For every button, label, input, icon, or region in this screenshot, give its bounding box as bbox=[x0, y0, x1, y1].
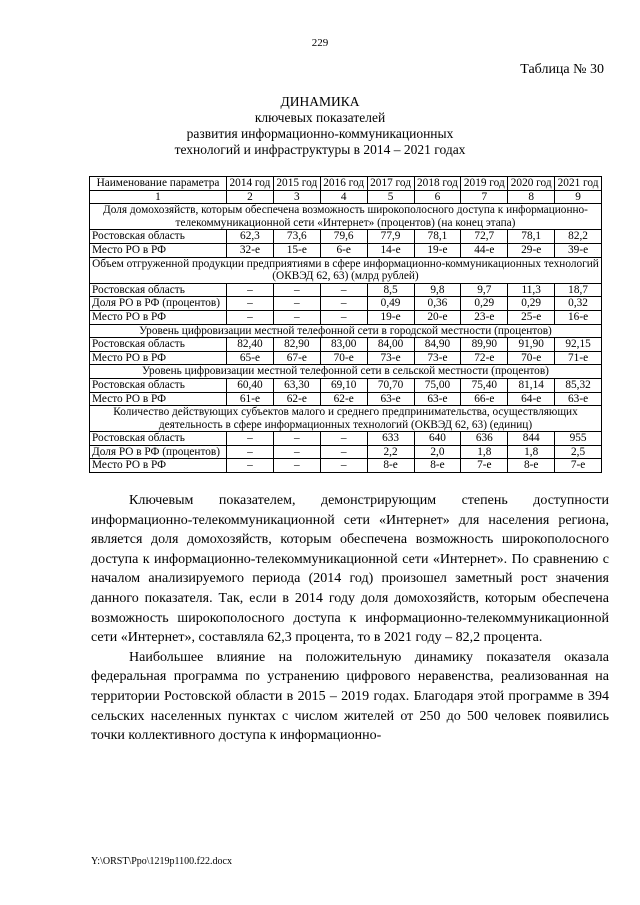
value-cell: 72,7 bbox=[461, 230, 508, 244]
column-number-cell: 5 bbox=[367, 190, 414, 204]
value-cell: 72-е bbox=[461, 351, 508, 365]
value-cell: 63-е bbox=[555, 392, 602, 406]
value-cell: 85,32 bbox=[555, 378, 602, 392]
row-label: Ростовская область bbox=[90, 338, 227, 352]
value-cell: 32-е bbox=[227, 243, 274, 257]
row-label: Доля РО в РФ (процентов) bbox=[90, 297, 227, 311]
value-cell: 82,2 bbox=[555, 230, 602, 244]
value-cell: 61-е bbox=[227, 392, 274, 406]
section-title-row bbox=[90, 406, 602, 432]
value-cell: 0,49 bbox=[367, 297, 414, 311]
value-cell: – bbox=[227, 445, 274, 459]
value-cell: 9,7 bbox=[461, 283, 508, 297]
header-year-cell: 2019 год bbox=[461, 177, 508, 191]
value-cell: 7-е bbox=[461, 459, 508, 473]
value-cell: – bbox=[273, 459, 320, 473]
value-cell: 844 bbox=[508, 432, 555, 446]
page-number: 229 bbox=[311, 37, 329, 49]
value-cell: – bbox=[320, 432, 367, 446]
value-cell: 8,5 bbox=[367, 283, 414, 297]
paragraph: Наибольшее влияние на положительную динамику показателя оказала федеральная программа по устранению цифрового неравенства, реализованная на территории Ростовской области в 2015 – 2019 годах. Благодаря этой программе в 394 сельских населенных пунктах с числом жителей от 250 до 500 человек появились точки коллективного доступа к информационно- bbox=[91, 649, 609, 744]
value-cell: – bbox=[320, 459, 367, 473]
section-title: Уровень цифровизации местной телефонной сети в городской местности (процентов) bbox=[90, 324, 602, 338]
title-line-1: ДИНАМИКА bbox=[280, 94, 360, 109]
value-cell: 7-е bbox=[555, 459, 602, 473]
value-cell: 73-е bbox=[367, 351, 414, 365]
value-cell: 91,90 bbox=[508, 338, 555, 352]
value-cell: 0,32 bbox=[555, 297, 602, 311]
value-cell: 77,9 bbox=[367, 230, 414, 244]
value-cell: 23-е bbox=[461, 310, 508, 324]
value-cell: 89,90 bbox=[461, 338, 508, 352]
column-number-cell: 1 bbox=[90, 190, 227, 204]
value-cell: – bbox=[227, 459, 274, 473]
section-title: Доля домохозяйств, которым обеспечена возможность широкополосного доступа к информационно-телекоммуникационной сети «Интернет» (процентов) (на конец этапа) bbox=[90, 204, 602, 230]
header-year-cell: 2017 год bbox=[367, 177, 414, 191]
title-line-2: ключевых показателей bbox=[254, 110, 386, 125]
value-cell: 9,8 bbox=[414, 283, 461, 297]
value-cell: 63-е bbox=[367, 392, 414, 406]
column-number-cell: 7 bbox=[461, 190, 508, 204]
value-cell: – bbox=[227, 283, 274, 297]
value-cell: 62-е bbox=[273, 392, 320, 406]
value-cell: – bbox=[320, 283, 367, 297]
value-cell: 20-е bbox=[414, 310, 461, 324]
value-cell: 11,3 bbox=[508, 283, 555, 297]
table-row bbox=[90, 230, 602, 244]
table-row bbox=[90, 445, 602, 459]
value-cell: 16-е bbox=[555, 310, 602, 324]
table-row bbox=[90, 392, 602, 406]
row-label: Ростовская область bbox=[90, 432, 227, 446]
value-cell: 81,14 bbox=[508, 378, 555, 392]
row-label: Место РО в РФ bbox=[90, 392, 227, 406]
value-cell: 955 bbox=[555, 432, 602, 446]
value-cell: 640 bbox=[414, 432, 461, 446]
value-cell: 70-е bbox=[320, 351, 367, 365]
table-row bbox=[90, 338, 602, 352]
row-label: Место РО в РФ bbox=[90, 243, 227, 257]
row-label: Ростовская область bbox=[90, 230, 227, 244]
value-cell: 2,0 bbox=[414, 445, 461, 459]
value-cell: 78,1 bbox=[508, 230, 555, 244]
section-title: Объем отгруженной продукции предприятиями в сфере информационно-коммуникационных технологий (ОКВЭД 62, 63) (млрд рублей) bbox=[90, 257, 602, 283]
table-row bbox=[90, 459, 602, 473]
row-label: Место РО в РФ bbox=[90, 459, 227, 473]
value-cell: 73,6 bbox=[273, 230, 320, 244]
header-year-cell: 2021 год bbox=[555, 177, 602, 191]
value-cell: 83,00 bbox=[320, 338, 367, 352]
value-cell: – bbox=[273, 445, 320, 459]
value-cell: 62-е bbox=[320, 392, 367, 406]
file-path-footer: Y:\ORST\Ppo\1219p1100.f22.docx bbox=[91, 856, 232, 867]
table-label: Таблица № 30 bbox=[520, 62, 604, 77]
value-cell: 19-е bbox=[367, 310, 414, 324]
value-cell: 633 bbox=[367, 432, 414, 446]
value-cell: – bbox=[320, 310, 367, 324]
value-cell: – bbox=[273, 283, 320, 297]
table-row bbox=[90, 432, 602, 446]
header-year-cell: 2016 год bbox=[320, 177, 367, 191]
value-cell: 84,90 bbox=[414, 338, 461, 352]
value-cell: 78,1 bbox=[414, 230, 461, 244]
value-cell: 71-е bbox=[555, 351, 602, 365]
value-cell: 2,5 bbox=[555, 445, 602, 459]
value-cell: 19-е bbox=[414, 243, 461, 257]
section-title: Уровень цифровизации местной телефонной сети в сельской местности (процентов) bbox=[90, 365, 602, 379]
column-number-cell: 8 bbox=[508, 190, 555, 204]
value-cell: 8-е bbox=[414, 459, 461, 473]
table-row bbox=[90, 310, 602, 324]
value-cell: 636 bbox=[461, 432, 508, 446]
value-cell: – bbox=[227, 310, 274, 324]
value-cell: 18,7 bbox=[555, 283, 602, 297]
value-cell: 75,40 bbox=[461, 378, 508, 392]
value-cell: 1,8 bbox=[461, 445, 508, 459]
column-number-cell: 3 bbox=[273, 190, 320, 204]
value-cell: 0,29 bbox=[508, 297, 555, 311]
value-cell: 2,2 bbox=[367, 445, 414, 459]
value-cell: 14-е bbox=[367, 243, 414, 257]
value-cell: 65-е bbox=[227, 351, 274, 365]
value-cell: 64-е bbox=[508, 392, 555, 406]
body-text bbox=[91, 491, 609, 746]
value-cell: – bbox=[273, 297, 320, 311]
value-cell: 62,3 bbox=[227, 230, 274, 244]
row-label: Место РО в РФ bbox=[90, 351, 227, 365]
column-number-cell: 6 bbox=[414, 190, 461, 204]
value-cell: 15-е bbox=[273, 243, 320, 257]
table-row bbox=[90, 283, 602, 297]
value-cell: 70-е bbox=[508, 351, 555, 365]
section-title-row bbox=[90, 257, 602, 283]
indicators-table bbox=[89, 176, 602, 473]
header-year-cell: 2020 год bbox=[508, 177, 555, 191]
value-cell: 82,40 bbox=[227, 338, 274, 352]
table-title bbox=[0, 94, 640, 158]
row-label: Ростовская область bbox=[90, 283, 227, 297]
value-cell: 8-е bbox=[508, 459, 555, 473]
section-title-row bbox=[90, 204, 602, 230]
column-number-cell: 4 bbox=[320, 190, 367, 204]
row-label: Ростовская область bbox=[90, 378, 227, 392]
value-cell: 82,90 bbox=[273, 338, 320, 352]
table-header-row bbox=[90, 177, 602, 191]
table-row bbox=[90, 378, 602, 392]
value-cell: 69,10 bbox=[320, 378, 367, 392]
value-cell: 39-е bbox=[555, 243, 602, 257]
table-row bbox=[90, 297, 602, 311]
value-cell: 60,40 bbox=[227, 378, 274, 392]
value-cell: 44-е bbox=[461, 243, 508, 257]
paragraph: Ключевым показателем, демонстрирующим степень доступности информационно-телекоммуникационной сети «Интернет» для населения региона, является доля домохозяйств, которым обеспечена возможность широкополосного доступа к информационно-телекоммуникационной сети «Интернет». По сравнению с началом анализируемого периода (2014 год) произошел заметный рост значения данного показателя. Так, если в 2014 году доля домохозяйств, которым обеспечена возможность широкополосного доступа к информационно-телекоммуникационной сети «Интернет», составляла 62,3 процента, то в 2021 году – 82,2 процента. bbox=[91, 493, 609, 646]
value-cell: 92,15 bbox=[555, 338, 602, 352]
column-number-cell: 9 bbox=[555, 190, 602, 204]
value-cell: 66-е bbox=[461, 392, 508, 406]
value-cell: 6-е bbox=[320, 243, 367, 257]
table-row bbox=[90, 351, 602, 365]
value-cell: 1,8 bbox=[508, 445, 555, 459]
title-line-3: развития информационно-коммуникационных bbox=[186, 126, 454, 141]
header-year-cell: 2014 год bbox=[227, 177, 274, 191]
value-cell: 70,70 bbox=[367, 378, 414, 392]
value-cell: 8-е bbox=[367, 459, 414, 473]
title-line-4: технологий и инфраструктуры в 2014 – 2021 годах bbox=[174, 142, 466, 157]
value-cell: – bbox=[320, 297, 367, 311]
value-cell: 73-е bbox=[414, 351, 461, 365]
row-label: Место РО в РФ bbox=[90, 310, 227, 324]
row-label: Доля РО в РФ (процентов) bbox=[90, 445, 227, 459]
value-cell: 63-е bbox=[414, 392, 461, 406]
table-row bbox=[90, 243, 602, 257]
value-cell: 0,29 bbox=[461, 297, 508, 311]
value-cell: 29-е bbox=[508, 243, 555, 257]
header-year-cell: 2018 год bbox=[414, 177, 461, 191]
value-cell: 63,30 bbox=[273, 378, 320, 392]
value-cell: – bbox=[273, 310, 320, 324]
value-cell: 25-е bbox=[508, 310, 555, 324]
header-year-cell: 2015 год bbox=[273, 177, 320, 191]
value-cell: – bbox=[227, 297, 274, 311]
section-title-row bbox=[90, 365, 602, 379]
value-cell: – bbox=[227, 432, 274, 446]
table-column-numbers-row bbox=[90, 190, 602, 204]
section-title-row bbox=[90, 324, 602, 338]
value-cell: 84,00 bbox=[367, 338, 414, 352]
header-name-cell: Наименование параметра bbox=[90, 177, 227, 191]
value-cell: 0,36 bbox=[414, 297, 461, 311]
section-title: Количество действующих субъектов малого и среднего предпринимательства, осуществляющих деятельность в сфере информационных технологий (ОКВЭД 62, 63) (единиц) bbox=[90, 406, 602, 432]
value-cell: 67-е bbox=[273, 351, 320, 365]
column-number-cell: 2 bbox=[227, 190, 274, 204]
value-cell: – bbox=[273, 432, 320, 446]
value-cell: 75,00 bbox=[414, 378, 461, 392]
value-cell: – bbox=[320, 445, 367, 459]
value-cell: 79,6 bbox=[320, 230, 367, 244]
